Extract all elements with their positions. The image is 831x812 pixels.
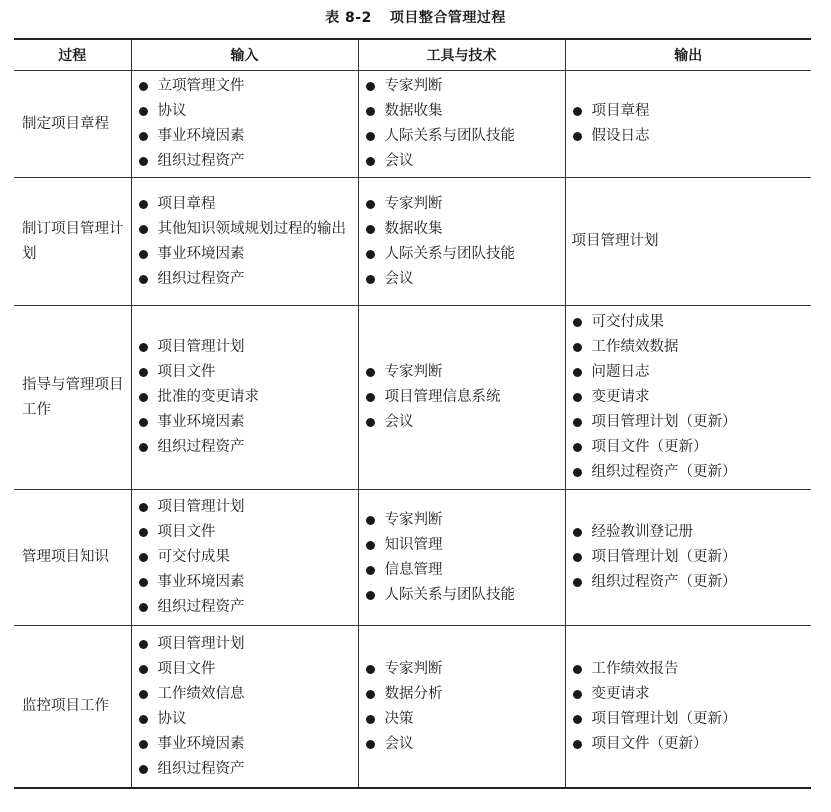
table-caption [0,7,831,27]
bullet-icon [139,553,148,562]
bullet-icon [139,528,148,537]
bullet-icon [139,418,148,427]
bullet-icon [366,740,375,749]
header-outputs: 输出 [565,39,811,71]
list-item: 项目文件（更新） [572,435,808,460]
list-item: 人际关系与团队技能 [365,124,561,149]
tools-cell [358,306,565,490]
list-item: 知识管理 [365,533,561,558]
bullet-icon [139,225,148,234]
list-item: 信息管理 [365,558,561,583]
list-item: 项目文件（更新） [572,732,808,757]
table-number: 表 8-2 [325,10,372,26]
list-item: 项目文件 [138,657,354,682]
bullet-icon [139,275,148,284]
tools-cell [358,71,565,178]
header-tools: 工具与技术 [358,39,565,71]
bullet-icon [366,157,375,166]
outputs-cell [565,178,811,306]
list-item: 工作绩效报告 [572,657,808,682]
bullet-icon [139,250,148,259]
list-item: 项目管理计划 [138,335,354,360]
bullet-icon [573,553,582,562]
inputs-cell [131,178,358,306]
bullet-icon [366,418,375,427]
inputs-cell [131,490,358,626]
inputs-cell [131,626,358,789]
list-item: 组织过程资产（更新） [572,570,808,595]
list-item: 组织过程资产 [138,757,354,782]
bullet-icon [366,665,375,674]
process-name: 制订项目管理计划 [14,178,131,306]
bullet-icon [366,225,375,234]
list-item: 其他知识领域规划过程的输出 [138,217,354,242]
list-item: 数据分析 [365,682,561,707]
integration-process-table [14,38,811,789]
bullet-icon [139,157,148,166]
bullet-icon [573,740,582,749]
outputs-cell [565,490,811,626]
bullet-icon [139,603,148,612]
list-item: 会议 [365,732,561,757]
list-item: 立项管理文件 [138,74,354,99]
list-item: 变更请求 [572,682,808,707]
outputs-cell [565,626,811,789]
list-item: 专家判断 [365,508,561,533]
process-name: 制定项目章程 [14,71,131,178]
bullet-icon [573,468,582,477]
list-item: 会议 [365,267,561,292]
bullet-icon [366,690,375,699]
bullet-icon [573,528,582,537]
table-row [14,178,811,306]
header-process: 过程 [14,39,131,71]
bullet-icon [366,82,375,91]
list-item: 组织过程资产 [138,149,354,174]
tools-cell [358,626,565,789]
list-item: 人际关系与团队技能 [365,242,561,267]
list-item: 工作绩效信息 [138,682,354,707]
list-item: 数据收集 [365,217,561,242]
list-item: 问题日志 [572,360,808,385]
bullet-icon [139,715,148,724]
list-item: 项目管理计划 [138,495,354,520]
output-plain-text: 项目管理计划 [571,233,659,249]
list-item: 经验教训登记册 [572,520,808,545]
list-item: 协议 [138,99,354,124]
bullet-icon [139,665,148,674]
bullet-icon [366,275,375,284]
list-item: 项目章程 [138,192,354,217]
bullet-icon [573,393,582,402]
tools-cell [358,490,565,626]
bullet-icon [366,132,375,141]
list-item: 事业环境因素 [138,410,354,435]
inputs-cell [131,306,358,490]
bullet-icon [139,578,148,587]
table-row [14,306,811,490]
bullet-icon [366,541,375,550]
list-item: 会议 [365,410,561,435]
list-item: 项目文件 [138,360,354,385]
bullet-icon [573,132,582,141]
list-item: 事业环境因素 [138,242,354,267]
bullet-icon [366,715,375,724]
header-inputs: 输入 [131,39,358,71]
bullet-icon [366,368,375,377]
bullet-icon [139,443,148,452]
list-item: 事业环境因素 [138,124,354,149]
list-item: 工作绩效数据 [572,335,808,360]
list-item: 人际关系与团队技能 [365,583,561,608]
list-item: 组织过程资产 [138,267,354,292]
bullet-icon [139,107,148,116]
outputs-cell [565,306,811,490]
list-item: 可交付成果 [138,545,354,570]
list-item: 数据收集 [365,99,561,124]
list-item: 项目管理计划（更新） [572,545,808,570]
list-item: 事业环境因素 [138,570,354,595]
bullet-icon [139,690,148,699]
bullet-icon [139,368,148,377]
list-item: 专家判断 [365,192,561,217]
process-name: 指导与管理项目工作 [14,306,131,490]
list-item: 项目管理信息系统 [365,385,561,410]
bullet-icon [139,132,148,141]
list-item: 组织过程资产 [138,435,354,460]
process-name: 管理项目知识 [14,490,131,626]
list-item: 协议 [138,707,354,732]
list-item: 专家判断 [365,360,561,385]
table-row [14,490,811,626]
bullet-icon [573,368,582,377]
bullet-icon [573,690,582,699]
bullet-icon [139,82,148,91]
list-item: 项目文件 [138,520,354,545]
process-name: 监控项目工作 [14,626,131,789]
list-item: 假设日志 [572,124,808,149]
list-item: 批准的变更请求 [138,385,354,410]
table-title: 项目整合管理过程 [389,10,506,26]
bullet-icon [366,200,375,209]
table-row [14,626,811,789]
bullet-icon [573,418,582,427]
bullet-icon [366,250,375,259]
header-row [14,39,811,71]
bullet-icon [366,591,375,600]
table-row [14,71,811,178]
bullet-icon [573,443,582,452]
bullet-icon [139,343,148,352]
bullet-icon [573,343,582,352]
list-item: 项目管理计划（更新） [572,707,808,732]
tools-cell [358,178,565,306]
list-item: 项目管理计划（更新） [572,410,808,435]
bullet-icon [366,566,375,575]
bullet-icon [573,665,582,674]
list-item: 专家判断 [365,657,561,682]
list-item: 项目章程 [572,99,808,124]
list-item: 变更请求 [572,385,808,410]
bullet-icon [139,393,148,402]
bullet-icon [573,715,582,724]
list-item: 专家判断 [365,74,561,99]
list-item: 可交付成果 [572,310,808,335]
bullet-icon [139,640,148,649]
list-item: 决策 [365,707,561,732]
bullet-icon [139,740,148,749]
bullet-icon [573,578,582,587]
list-item: 组织过程资产 [138,595,354,620]
bullet-icon [366,393,375,402]
bullet-icon [139,503,148,512]
list-item: 组织过程资产（更新） [572,460,808,485]
outputs-cell [565,71,811,178]
bullet-icon [366,516,375,525]
list-item: 会议 [365,149,561,174]
list-item: 事业环境因素 [138,732,354,757]
bullet-icon [573,318,582,327]
bullet-icon [573,107,582,116]
bullet-icon [139,765,148,774]
bullet-icon [366,107,375,116]
list-item: 项目管理计划 [138,632,354,657]
bullet-icon [139,200,148,209]
inputs-cell [131,71,358,178]
